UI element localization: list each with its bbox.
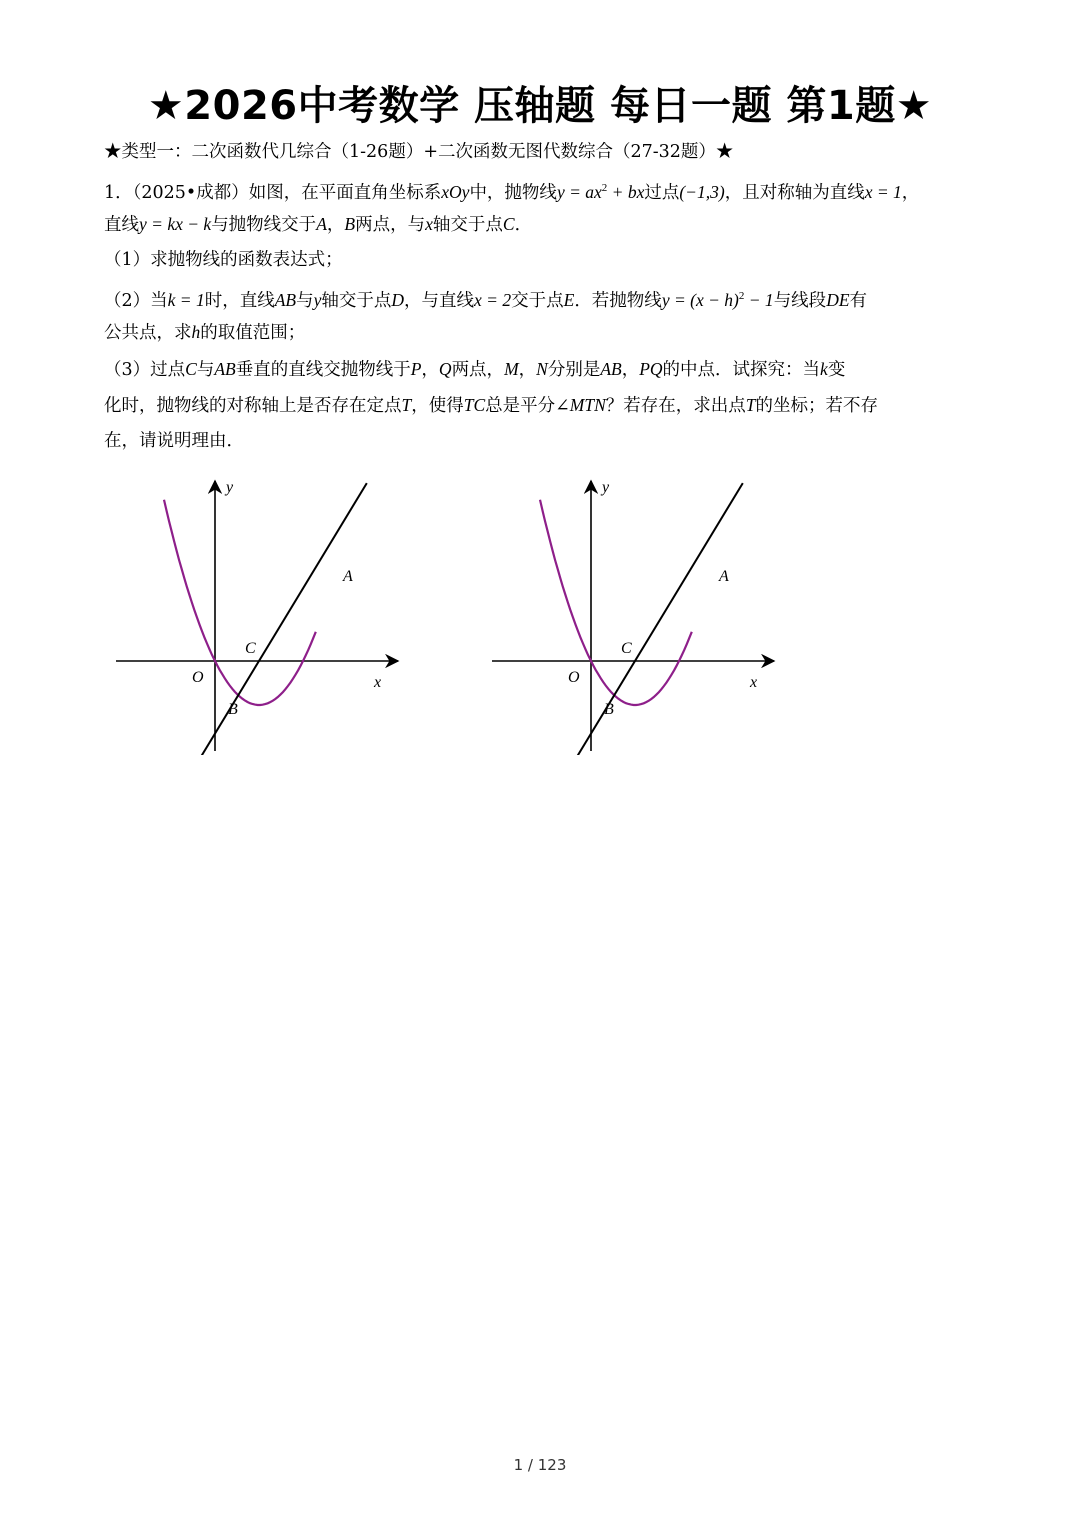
text: ，且对称轴为直线	[724, 183, 865, 203]
text: 垂直的直线交抛物线于	[235, 360, 411, 380]
text: 直线	[104, 215, 139, 235]
line-ab	[200, 483, 367, 755]
x-axis-label: x	[374, 674, 382, 691]
math-h: h	[191, 322, 201, 342]
text: 与	[296, 291, 314, 311]
origin-label: O	[568, 669, 580, 686]
text: ，	[518, 360, 537, 380]
text: y = (x − h)	[661, 290, 739, 310]
problem-line-1	[104, 170, 984, 211]
math-ab: AB	[214, 359, 236, 379]
text: ，	[621, 360, 640, 380]
line-ab	[576, 483, 743, 755]
math-x: x	[425, 214, 433, 234]
figure-1	[112, 475, 412, 755]
point-c-label: C	[621, 640, 632, 657]
math-de: DE	[826, 290, 850, 310]
math-c: C	[502, 214, 515, 234]
text: 轴交于点	[432, 215, 503, 235]
text: 公共点，求	[104, 323, 192, 343]
math-ab: AB	[274, 290, 297, 310]
math-k: k	[820, 359, 828, 379]
point-b-label: B	[604, 701, 614, 718]
text: （2）当	[104, 291, 168, 311]
text: ，使得	[411, 396, 464, 416]
text: 过点	[644, 183, 680, 203]
text: 交于点	[511, 291, 564, 311]
math-parabola-h	[662, 290, 774, 310]
page-number: 1 / 123	[513, 1456, 567, 1474]
math-tc: TC	[463, 395, 486, 415]
superscript: 2	[738, 290, 745, 302]
point-a-label: A	[343, 568, 353, 585]
math-axis: x = 1	[864, 182, 902, 202]
math-parabola-eq	[557, 182, 644, 202]
origin-label: O	[192, 669, 204, 686]
type-line: ★类型一：二次函数代几综合（1-26题）+二次函数无图代数综合（27-32题）★	[104, 142, 734, 162]
math-m: M	[504, 359, 519, 379]
math-p: P	[410, 359, 422, 379]
math-q: Q	[438, 359, 452, 379]
text: 变	[827, 360, 846, 380]
text: 的取值范围；	[200, 323, 306, 343]
text: 与	[196, 360, 215, 380]
problem-line-2	[104, 206, 984, 243]
text: （3）过点	[104, 360, 186, 380]
parabola-curve	[540, 500, 692, 705]
text: 化时，抛物线的对称轴上是否存在定点	[104, 396, 402, 416]
text: 的坐标；若不存	[755, 396, 879, 416]
math-angle: ∠MTN	[555, 395, 606, 415]
text: 有	[849, 291, 868, 311]
y-axis-label: y	[226, 479, 234, 496]
math-xoy: xOy	[441, 182, 470, 202]
parabola-curve	[164, 500, 316, 705]
superscript: 2	[601, 182, 608, 194]
page-title: ★2026中考数学 压轴题 每日一题 第1题★	[147, 83, 933, 129]
text: + bx	[607, 182, 645, 202]
math-pq: PQ	[639, 359, 663, 379]
math-ab: AB	[600, 359, 622, 379]
math-t: T	[745, 395, 756, 415]
text: 与抛物线交于	[211, 215, 317, 235]
problem-part-1: （1）求抛物线的函数表达式；	[104, 250, 343, 270]
point-a-label: A	[719, 568, 729, 585]
math-e: E	[563, 290, 575, 310]
math-a: A	[316, 214, 327, 234]
text: 的中点．试探究：当	[662, 360, 821, 380]
text: 与线段	[773, 291, 827, 311]
text: 两点，与	[355, 215, 426, 235]
problem-part-2-line-1	[104, 278, 984, 319]
text: 轴交于点	[321, 291, 392, 311]
math-k: k = 1	[167, 290, 205, 310]
math-y: y	[313, 290, 322, 310]
text: ，	[326, 215, 345, 235]
figure-2	[488, 475, 788, 755]
text: 分别是	[547, 360, 601, 380]
problem-part-3-line-3: 在，请说明理由．	[104, 431, 244, 451]
math-point: (−1,3)	[679, 182, 725, 202]
text: 总是平分	[485, 396, 556, 416]
text: ，与直线	[404, 291, 475, 311]
math-t: T	[401, 395, 412, 415]
problem-part-3-line-2	[104, 387, 984, 424]
text: 中，抛物线	[469, 183, 557, 203]
math-x2: x = 2	[474, 290, 512, 310]
text: y = ax	[556, 182, 602, 202]
y-axis-label: y	[602, 479, 610, 496]
problem-part-3-line-1	[104, 351, 984, 388]
text: 两点，	[451, 360, 505, 380]
text: 1．（2025•成都）如图，在平面直角坐标系	[104, 183, 442, 203]
math-b: B	[344, 214, 356, 234]
text: ？若存在，求出点	[605, 396, 746, 416]
text: ．若抛物线	[574, 291, 662, 311]
text: ．	[514, 215, 533, 235]
problem-part-2-line-2	[104, 314, 984, 351]
math-n: N	[536, 359, 548, 379]
point-b-label: B	[228, 701, 238, 718]
math-d: D	[391, 290, 405, 310]
text: 时，直线	[204, 291, 275, 311]
math-line-eq: y = kx − k	[139, 214, 212, 234]
text: ，	[901, 183, 920, 203]
text: − 1	[744, 290, 774, 310]
point-c-label: C	[245, 640, 256, 657]
x-axis-label: x	[750, 674, 758, 691]
math-c: C	[185, 359, 197, 379]
text: ，	[421, 360, 439, 380]
